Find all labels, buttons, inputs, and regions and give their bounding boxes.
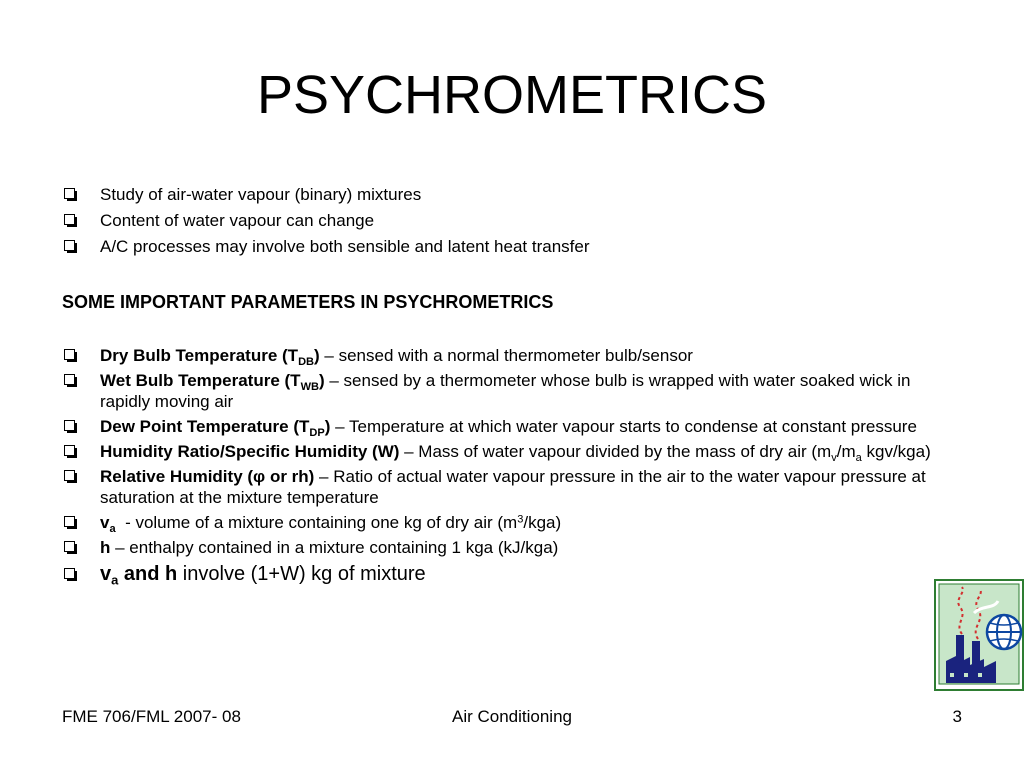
parameter-item-specific-volume xyxy=(62,512,962,533)
intro-bullet-item xyxy=(62,210,962,231)
phi-symbol: φ xyxy=(253,467,266,486)
parameter-item-mixture-note xyxy=(62,562,962,586)
intro-bullet-item xyxy=(62,184,962,205)
parameter-term: $v_a$ and h xyxy=(100,563,178,588)
parameter-description: involve (1+W) kg of mixture xyxy=(177,563,426,585)
square-bullet-icon xyxy=(64,470,75,481)
parameter-term: Dew Point Temperature $(T_{DP})$ xyxy=(100,417,331,439)
parameter-item-humidity-ratio xyxy=(62,441,962,462)
intro-bullet-list xyxy=(62,184,962,262)
square-bullet-icon xyxy=(64,568,75,579)
footer-course-code: FME 706/FML 2007- 08 xyxy=(62,707,241,726)
parameter-description: – sensed by a thermometer whose bulb is wrapped with water soaked wick in rapidly moving air xyxy=(100,371,911,411)
square-bullet-icon xyxy=(64,188,75,199)
parameter-description: – sensed with a normal thermometer bulb/sensor xyxy=(319,346,693,365)
parameter-description: – Temperature at which water vapour starts to condense at constant pressure xyxy=(330,417,917,436)
square-bullet-icon xyxy=(64,445,75,456)
parameter-description: – Mass of water vapour divided by the mass of dry air ($m_v/m_a$ kgv/kga) xyxy=(399,442,931,464)
intro-bullet-text: Content of water vapour can change xyxy=(100,211,375,230)
parameter-term: Dry Bulb Temperature $(T_{DB})$ xyxy=(100,346,320,368)
square-bullet-icon xyxy=(64,349,75,360)
square-bullet-icon xyxy=(64,240,75,251)
square-bullet-icon xyxy=(64,374,75,385)
parameter-item-wet-bulb xyxy=(62,370,962,412)
parameter-term: Humidity Ratio/Specific Humidity (W) xyxy=(100,442,400,461)
footer-topic: Air Conditioning xyxy=(451,707,572,726)
parameter-item-relative-humidity xyxy=(62,466,962,508)
parameters-list xyxy=(62,345,962,590)
parameter-item-dry-bulb xyxy=(62,345,962,366)
slide-title: PSYCHROMETRICS xyxy=(256,65,768,125)
intro-bullet-text: Study of air-water vapour (binary) mixtures xyxy=(100,185,422,204)
parameter-term: Wet Bulb Temperature $(T_{WB})$ xyxy=(100,371,325,393)
square-bullet-icon xyxy=(64,516,75,527)
parameters-heading: SOME IMPORTANT PARAMETERS IN PSYCHROMETRICS xyxy=(62,292,554,312)
intro-bullet-text: A/C processes may involve both sensible and latent heat transfer xyxy=(100,237,590,256)
footer-page-number: 3 xyxy=(952,707,962,726)
parameter-term: $v_a$ xyxy=(100,513,116,535)
parameter-item-dew-point xyxy=(62,416,962,437)
square-bullet-icon xyxy=(64,420,75,431)
parameter-description: – enthalpy contained in a mixture containing 1 kga (kJ/kga) xyxy=(110,538,559,557)
square-bullet-icon xyxy=(64,541,75,552)
parameter-item-enthalpy xyxy=(62,537,962,558)
factory-globe-logo-icon xyxy=(934,579,1024,691)
parameter-description: - volume of a mixture containing one kg of dry air $(m^3/kga)$ xyxy=(115,513,562,532)
square-bullet-icon xyxy=(64,214,75,225)
parameter-term: Relative Humidity (φ or rh) xyxy=(100,467,315,486)
parameter-description: – Ratio of actual water vapour pressure in the air to the water vapour pressure at saturation at the mixture temperature xyxy=(100,467,926,507)
parameter-term: h xyxy=(100,538,111,557)
intro-bullet-item xyxy=(62,236,962,257)
